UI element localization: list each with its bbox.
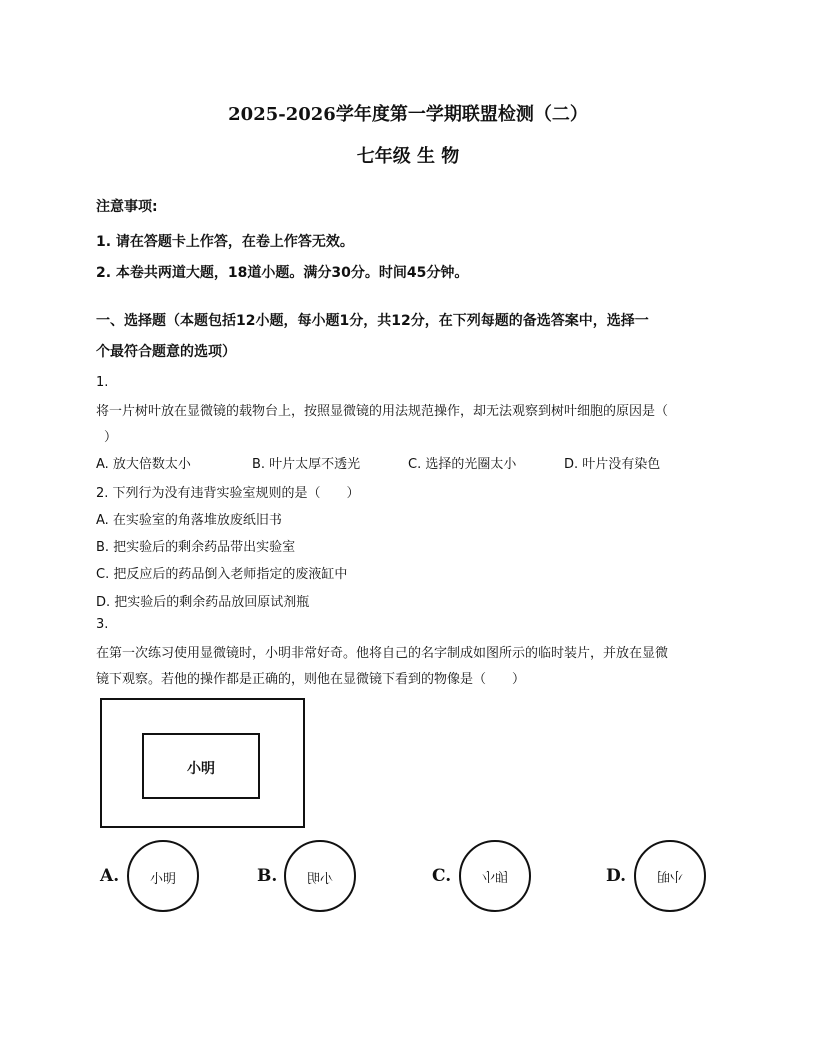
q3-option-c-circle bbox=[459, 840, 531, 912]
notes-item-2: 2. 本卷共两道大题，18道小题。满分30分。时间45分钟。 bbox=[96, 265, 469, 281]
notes-heading: 注意事项: bbox=[96, 199, 158, 215]
slide-figure bbox=[100, 698, 305, 828]
q3-option-d-label: D. bbox=[606, 866, 627, 886]
notes-item-1: 1. 请在答题卡上作答，在卷上作答无效。 bbox=[96, 234, 354, 250]
q1-option-c: C. 选择的光圈太小 bbox=[408, 457, 517, 472]
q1-stem-line2: ） bbox=[104, 430, 118, 445]
q3-option-b-image: 小明 bbox=[307, 872, 334, 887]
q3-option-d-image: 小明 bbox=[657, 868, 684, 883]
q3-option-a-label: A. bbox=[100, 866, 120, 886]
q2-option-b: B. 把实验后的剩余药品带出实验室 bbox=[96, 540, 296, 555]
q2-stem: 2. 下列行为没有违背实验室规则的是（ ） bbox=[96, 486, 360, 501]
q3-option-b-label: B. bbox=[257, 866, 278, 886]
q3-stem-line2: 镜下观察。若他的操作都是正确的，则他在显微镜下看到的物像是（ ） bbox=[96, 672, 526, 687]
q3-option-a-image: 小明 bbox=[149, 872, 176, 887]
q2-option-d: D. 把实验后的剩余药品放回原试剂瓶 bbox=[96, 595, 310, 610]
slide-name-text: 小明 bbox=[187, 761, 215, 777]
slide-inner-box bbox=[142, 733, 260, 799]
q3-number: 3. bbox=[96, 617, 109, 632]
q1-number: 1. bbox=[96, 375, 109, 390]
q3-option-c-label: C. bbox=[432, 866, 452, 886]
q1-option-a: A. 放大倍数太小 bbox=[96, 457, 191, 472]
q3-option-a-circle bbox=[127, 840, 199, 912]
section-heading-line1: 一、选择题（本题包括12小题，每小题1分，共12分，在下列每题的备选答案中，选择一 bbox=[96, 313, 649, 329]
exam-subtitle: 七年级 生 物 bbox=[356, 146, 460, 167]
q3-option-b-circle bbox=[284, 840, 356, 912]
q2-option-c: C. 把反应后的药品倒入老师指定的废液缸中 bbox=[96, 567, 348, 582]
q3-option-c-image: 小明 bbox=[481, 868, 508, 883]
q2-option-a: A. 在实验室的角落堆放废纸旧书 bbox=[96, 513, 282, 528]
q3-stem-line1: 在第一次练习使用显微镜时，小明非常好奇。他将自己的名字制成如图所示的临时装片，并放在显微 bbox=[96, 646, 669, 661]
q1-option-b: B. 叶片太厚不透光 bbox=[252, 457, 361, 472]
q1-stem-line1: 将一片树叶放在显微镜的载物台上，按照显微镜的用法规范操作，却无法观察到树叶细胞的原因是（ bbox=[96, 404, 669, 419]
exam-title: 2025-2026学年度第一学期联盟检测（二） bbox=[228, 104, 588, 125]
section-heading-line2: 个最符合题意的选项） bbox=[96, 344, 236, 360]
q3-option-d-circle bbox=[634, 840, 706, 912]
q1-option-d: D. 叶片没有染色 bbox=[564, 457, 661, 472]
